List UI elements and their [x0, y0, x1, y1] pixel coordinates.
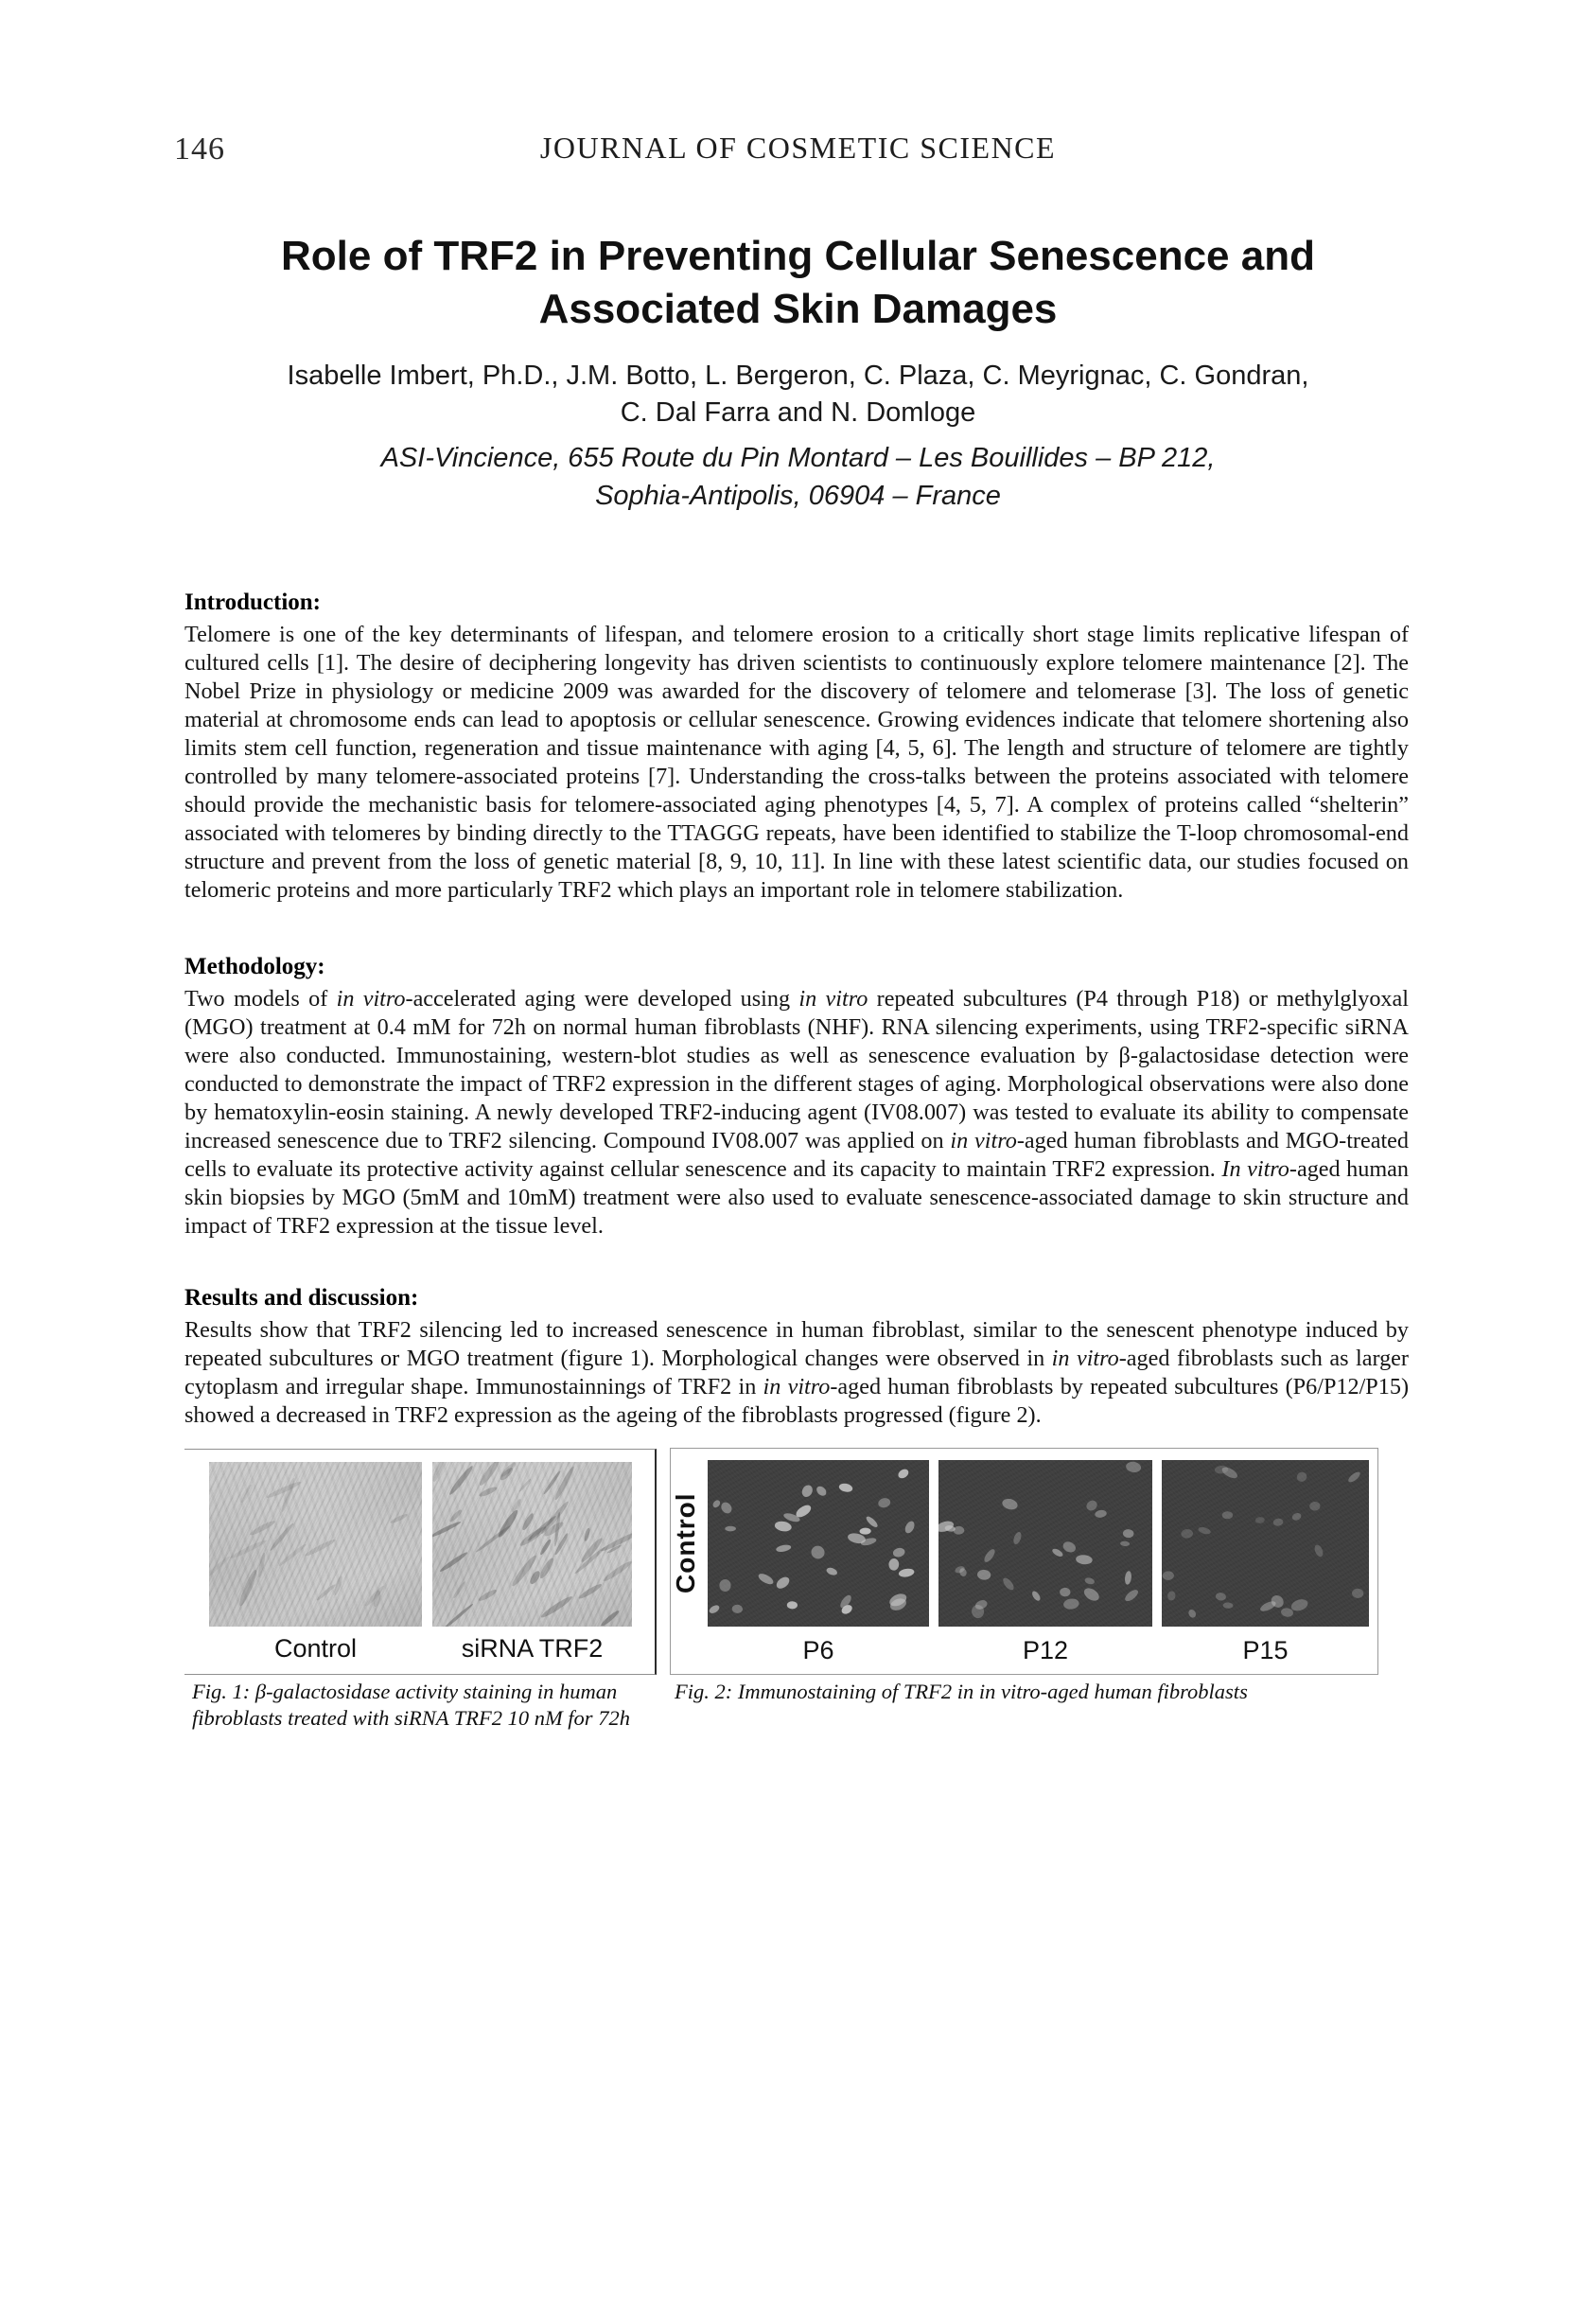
figure1-caption-line-1: Fig. 1: β-galactosidase activity staining in human: [192, 1680, 618, 1703]
authors-line-1: Isabelle Imbert, Ph.D., J.M. Botto, L. Bergeron, C. Plaza, C. Meyrignac, C. Gondran,: [287, 361, 1309, 391]
figure2-label-p6: P6: [802, 1636, 834, 1664]
section-results-discussion: [184, 1285, 1409, 1430]
figure1-control-micrograph: [209, 1462, 422, 1627]
figure1-label-sirna-trf2: siRNA TRF2: [461, 1634, 604, 1663]
figure2-p6-micrograph: [708, 1460, 929, 1627]
figure1-caption-line-2: fibroblasts treated with siRNA TRF2 10 nM for 72h: [192, 1706, 630, 1730]
authors: [0, 358, 1596, 431]
affiliation-line-1: ASI-Vincience, 655 Route du Pin Montard – Les Bouillides – BP 212,: [380, 443, 1216, 473]
section-heading-methodology: Methodology:: [184, 954, 325, 979]
figure1-label-control: Control: [273, 1634, 358, 1663]
nuclei-immunostain-image: [938, 1460, 1152, 1627]
section-body-results: Results show that TRF2 silencing led to increased senescence in human fibroblast, similar to the senescent phenotype induced by repeated subcultures or MGO treatment (figure 1). Morphological changes were observed in in vitro-aged fibroblasts such as larger cytoplasm and irregular shape. Immunostainnings of TRF2 in in vitro-aged human fibroblasts by repeated subcultures (P6/P12/P15) showed a decreased in TRF2 expression as the ageing of the fibroblasts progressed (figure 2).: [184, 1317, 1409, 1428]
figure2-label-p15: P15: [1242, 1636, 1289, 1664]
journal-header: JOURNAL OF COSMETIC SCIENCE: [539, 131, 1057, 165]
figure2-p15-micrograph: [1162, 1460, 1369, 1627]
section-introduction: [184, 590, 1409, 905]
nuclei-immunostain-image: [708, 1460, 929, 1627]
title-line-2: Associated Skin Damages: [538, 286, 1058, 332]
authors-line-2: C. Dal Farra and N. Domloge: [620, 397, 976, 428]
paper-title: [0, 230, 1596, 336]
figure2-caption: Fig. 2: Immunostaining of TRF2 in in vitro-aged human fibroblasts: [675, 1680, 1248, 1703]
fibroblast-texture-image: [432, 1462, 632, 1627]
section-methodology: [184, 954, 1409, 1241]
affiliation-line-2: Sophia-Antipolis, 06904 – France: [595, 481, 1001, 511]
page-number: 146: [174, 132, 225, 167]
figure1-sirna-trf2-micrograph: [432, 1462, 632, 1627]
figure1-caption: [192, 1679, 646, 1732]
figure2-row-label-control: Control: [671, 1492, 700, 1594]
fibroblast-texture-image: [209, 1462, 422, 1627]
figure2-label-p12: P12: [1022, 1636, 1069, 1664]
title-line-1: Role of TRF2 in Preventing Cellular Senescence and: [281, 233, 1315, 279]
figure2-p12-micrograph: [938, 1460, 1152, 1627]
section-body-methodology: Two models of in vitro-accelerated aging were developed using in vitro repeated subcultures (P4 through P18) or methylglyoxal (MGO) treatment at 0.4 mM for 72h on normal human fibroblasts (NHF). RNA silencing experiments, using TRF2-specific siRNA were also conducted. Immunostaining, western-blot studies as well as senescence evaluation by β-galactosidase detection were conducted to demonstrate the impact of TRF2 expression in the different stages of aging. Morphological observations were also done by hematoxylin-eosin staining. A newly developed TRF2-inducing agent (IV08.007) was tested to evaluate its ability to compensate increased senescence due to TRF2 silencing. Compound IV08.007 was applied on in vitro-aged human fibroblasts and MGO-treated cells to evaluate its protective activity against cellular senescence and its capacity to maintain TRF2 expression. In vitro-aged human skin biopsies by MGO (5mM and 10mM) treatment were also used to evaluate senescence-associated damage to skin structure and impact of TRF2 expression at the tissue level.: [184, 986, 1410, 1239]
section-body-introduction: Telomere is one of the key determinants of lifespan, and telomere erosion to a critically short stage limits replicative lifespan of cultured cells [1]. The desire of deciphering longevity has driven scientists to continuously explore telomere maintenance [2]. The Nobel Prize in physiology or medicine 2009 was awarded for the discovery of telomere and telomerase [3]. The loss of genetic material at chromosome ends can lead to apoptosis or cellular senescence. Growing evidences indicate that telomere shortening also limits stem cell function, regeneration and tissue maintenance with aging [4, 5, 6]. The length and structure of telomere are tightly controlled by many telomere-associated proteins [7]. Understanding the cross-talks between the proteins associated with telomere should provide the mechanistic basis for telomere-associated aging phenotypes [4, 5, 7]. A complex of proteins called “shelterin” associated with telomeres by binding directly to the TTAGGG repeats, have been identified to stabilize the T-loop chromosomal-end structure and prevent from the loss of genetic material [8, 9, 10, 11]. In line with these latest scientific data, our studies focused on telomeric proteins and more particularly TRF2 which plays an important role in telomere stabilization.: [184, 622, 1409, 903]
affiliation: [0, 439, 1596, 515]
nuclei-immunostain-image: [1162, 1460, 1369, 1627]
section-heading-introduction: Introduction:: [184, 590, 322, 615]
section-heading-results: Results and discussion:: [184, 1285, 419, 1311]
